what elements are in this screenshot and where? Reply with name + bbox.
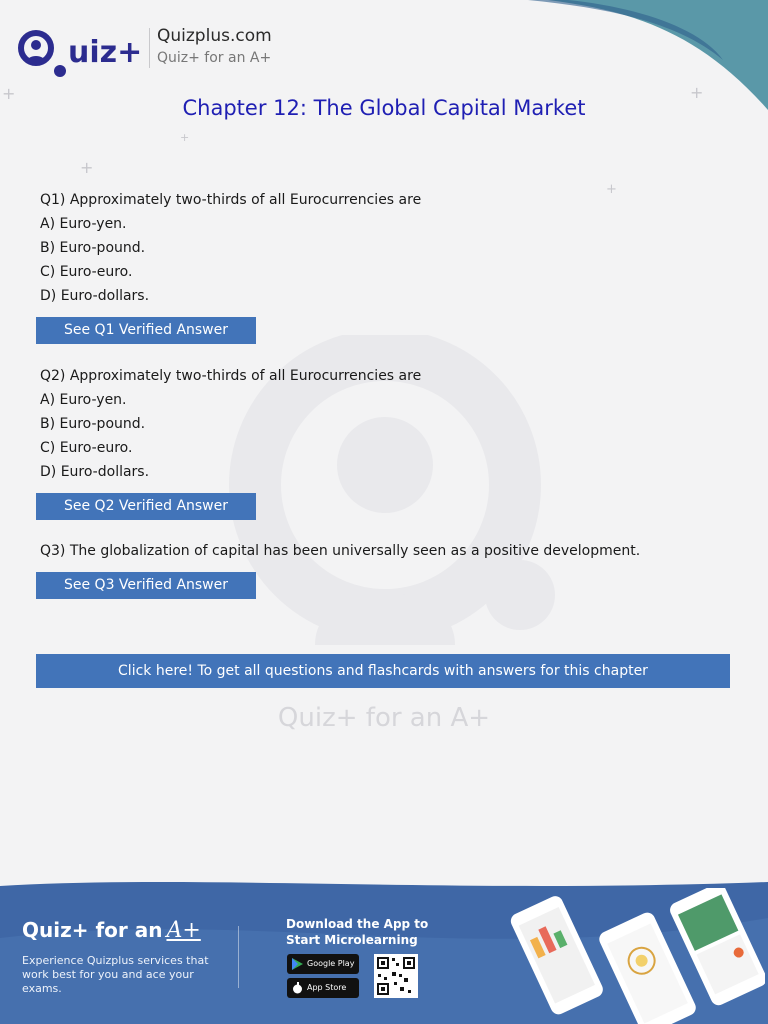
play-store-icon [292,958,303,970]
see-q1-answer-button[interactable]: See Q1 Verified Answer [36,317,256,344]
quizplus-logo-icon [16,24,146,80]
see-q3-answer-button[interactable]: See Q3 Verified Answer [36,572,256,599]
logo-text: uiz+ [68,35,143,70]
phone-mockups-image [505,888,765,1024]
question-1-text: Q1) Approximately two-thirds of all Eurocurrencies are [40,192,422,208]
get-all-questions-button[interactable]: Click here! To get all questions and flashcards with answers for this chapter [36,654,730,688]
apple-icon [292,982,303,994]
app-store-label: App Store [307,983,347,992]
page-title: Chapter 12: The Global Capital Market [182,96,586,120]
download-app-text: Download the App to Start Microlearning [286,917,429,947]
footer-brand-text: Quiz+ for an [22,918,163,942]
footer-brand-aplus: A+ [166,918,201,943]
watermark-text: Quiz+ for an A+ [277,703,491,733]
plus-decoration-icon: + [2,84,16,103]
qr-code-icon[interactable] [374,954,418,998]
site-tagline: Quiz+ for an A+ [157,50,272,66]
top-wave-decoration [508,0,768,110]
question-2-text: Q2) Approximately two-thirds of all Eurocurrencies are [40,368,422,384]
footer-banner [0,878,768,1024]
question-3-text: Q3) The globalization of capital has been universally seen as a positive development. [40,543,641,559]
footer-brand [22,918,201,943]
question-2-option-d: D) Euro-dollars. [40,464,150,480]
question-1-option-a: A) Euro-yen. [40,216,127,232]
question-1-option-c: C) Euro-euro. [40,264,133,280]
app-store-button[interactable] [287,978,359,998]
plus-decoration-icon: + [80,158,94,177]
question-2-option-b: B) Euro-pound. [40,416,146,432]
see-q2-answer-button[interactable]: See Q2 Verified Answer [36,493,256,520]
header-divider [149,28,150,68]
question-2-option-c: C) Euro-euro. [40,440,133,456]
question-1-option-b: B) Euro-pound. [40,240,146,256]
plus-decoration-icon: + [180,131,190,144]
plus-decoration-icon: + [690,83,704,102]
footer-description: Experience Quizplus services that work best for you and ace your exams. [22,954,209,995]
question-2-option-a: A) Euro-yen. [40,392,127,408]
google-play-button[interactable] [287,954,359,974]
footer-divider [238,926,239,988]
plus-decoration-icon: + [606,182,617,197]
google-play-label: Google Play [307,959,355,968]
question-1-option-d: D) Euro-dollars. [40,288,150,304]
site-name[interactable]: Quizplus.com [157,26,272,46]
